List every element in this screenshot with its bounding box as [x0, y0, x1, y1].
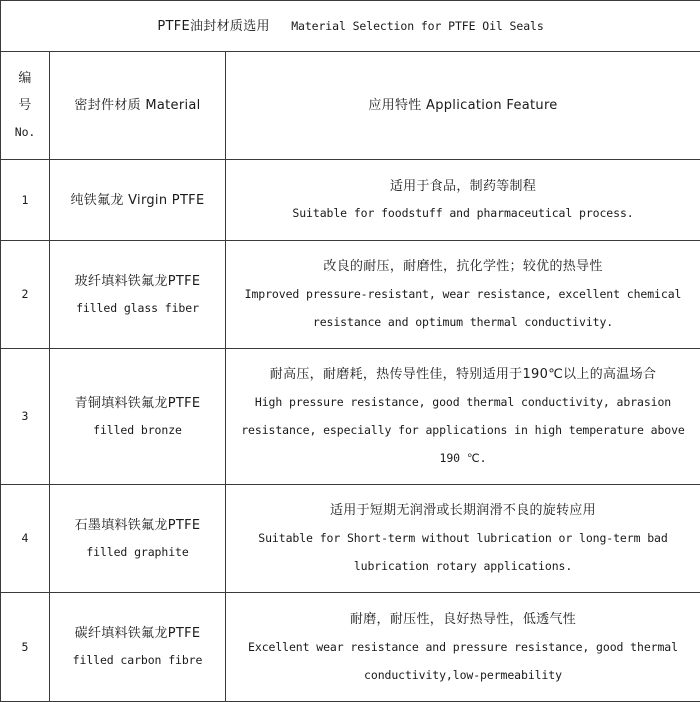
material-name-zh: 碳纤填料铁氟龙PTFE: [54, 620, 221, 647]
table-title: [1, 1, 700, 52]
header-feature-label: 应用特性 Application Feature: [368, 98, 557, 113]
material-cell: [50, 593, 226, 702]
material-cell: [50, 241, 226, 349]
feature-cell: [226, 241, 700, 349]
material-name-zh: 石墨填料铁氟龙PTFE: [54, 512, 221, 539]
feature-cell: [226, 485, 700, 593]
feature-cell: [226, 160, 700, 241]
feature-en: High pressure resistance, good thermal conductivity, abrasion resistance, especially for applications in high temperature above 190 ℃.: [230, 388, 696, 472]
feature-en: Suitable for foodstuff and pharmaceutical process.: [230, 200, 696, 227]
header-material-label: 密封件材质 Material: [74, 98, 200, 113]
material-cell: [50, 349, 226, 485]
feature-en: Excellent wear resistance and pressure resistance, good thermal conductivity,low-permeability: [230, 633, 696, 689]
header-no-line2: 号: [5, 92, 45, 119]
header-no-line1: 编: [5, 65, 45, 92]
header-feature-cell: [226, 52, 700, 160]
material-name-zh: 青铜填料铁氟龙PTFE: [54, 390, 221, 417]
feature-cell: [226, 593, 700, 702]
material-cell: [50, 160, 226, 241]
table-row: [1, 485, 700, 593]
row-number: 5: [1, 593, 50, 702]
material-name-zh: 纯铁氟龙 Virgin PTFE: [54, 187, 221, 214]
row-number: 3: [1, 349, 50, 485]
row-number: 2: [1, 241, 50, 349]
table-title-en: Material Selection for PTFE Oil Seals: [291, 19, 543, 33]
feature-zh: 耐高压，耐磨耗，热传导性佳，特别适用于190℃以上的高温场合: [230, 361, 696, 388]
material-name-en: filled graphite: [54, 539, 221, 566]
material-name-en: filled carbon fibre: [54, 647, 221, 674]
feature-en: Suitable for Short-term without lubrication or long-term bad lubrication rotary applications.: [230, 524, 696, 580]
feature-zh: 适用于食品，制药等制程: [230, 173, 696, 200]
material-name-en: filled bronze: [54, 417, 221, 444]
material-name-zh: 玻纤填料铁氟龙PTFE: [54, 268, 221, 295]
material-cell: [50, 485, 226, 593]
row-number: 4: [1, 485, 50, 593]
header-row: [1, 52, 700, 160]
table-row: [1, 241, 700, 349]
table-title-zh: PTFE油封材质选用: [157, 19, 269, 34]
feature-cell: [226, 349, 700, 485]
row-number: 1: [1, 160, 50, 241]
header-material-cell: [50, 52, 226, 160]
title-row: [1, 1, 700, 52]
header-no-line3: No.: [5, 119, 45, 146]
table-row: [1, 160, 700, 241]
table-row: [1, 349, 700, 485]
table-row: [1, 593, 700, 702]
header-no-cell: [1, 52, 50, 160]
feature-en: Improved pressure-resistant, wear resistance, excellent chemical resistance and optimum thermal conductivity.: [230, 280, 696, 336]
feature-zh: 适用于短期无润滑或长期润滑不良的旋转应用: [230, 497, 696, 524]
feature-zh: 改良的耐压，耐磨性，抗化学性；较优的热导性: [230, 253, 696, 280]
feature-zh: 耐磨，耐压性，良好热导性，低透气性: [230, 606, 696, 633]
material-name-en: filled glass fiber: [54, 295, 221, 322]
